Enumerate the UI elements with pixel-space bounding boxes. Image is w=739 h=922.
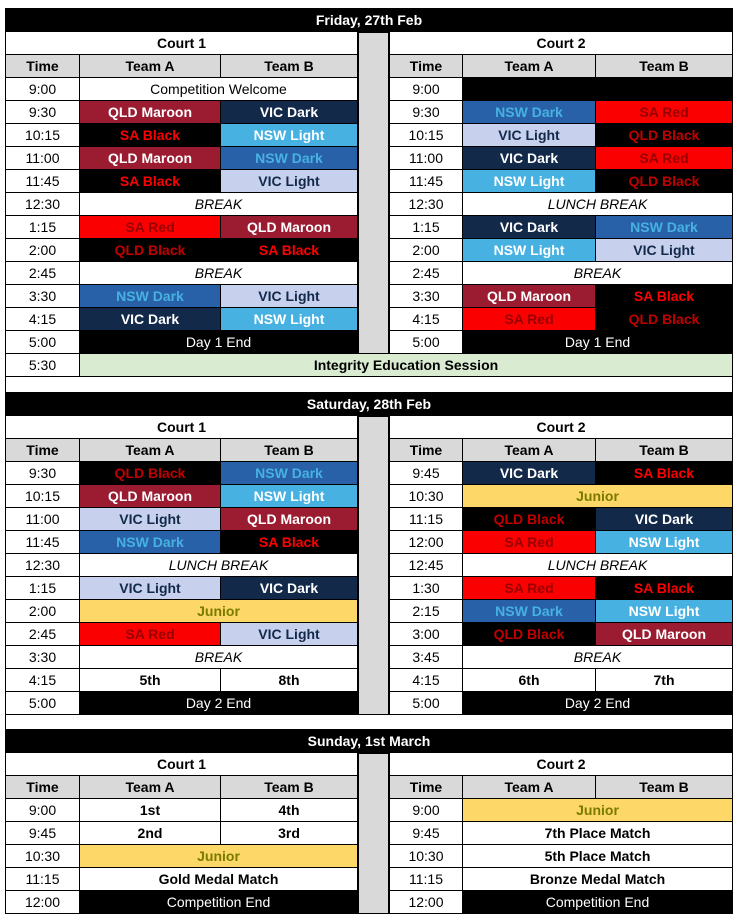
- slot-end: Day 2 End: [463, 692, 733, 715]
- section-spacer: [5, 377, 733, 392]
- section-spacer: [5, 715, 733, 729]
- time-cell: 9:00: [389, 78, 463, 101]
- time-cell: 11:15: [389, 508, 463, 531]
- team-b-sa-black: SA Black: [596, 577, 733, 600]
- court2-heading: Court 2: [389, 753, 733, 776]
- team-a-header: Team A: [463, 55, 596, 78]
- slot-end: Day 2 End: [80, 692, 358, 715]
- team-b-vic-dark: VIC Dark: [596, 508, 733, 531]
- team-a-6th: 6th: [463, 669, 596, 692]
- team-a-vic-light: VIC Light: [463, 124, 596, 147]
- team-b-3rd: 3rd: [221, 822, 358, 845]
- time-cell: 4:15: [5, 669, 80, 692]
- time-header: Time: [389, 55, 463, 78]
- time-cell: 2:45: [389, 262, 463, 285]
- team-b-nsw-light: NSW Light: [221, 308, 358, 331]
- team-a-nsw-dark: NSW Dark: [80, 531, 221, 554]
- team-b-vic-light: VIC Light: [221, 285, 358, 308]
- time-cell: 1:30: [389, 577, 463, 600]
- time-cell: 1:15: [389, 216, 463, 239]
- time-header: Time: [5, 439, 80, 462]
- time-cell: 12:45: [389, 554, 463, 577]
- time-cell: 4:15: [389, 308, 463, 331]
- team-b-sa-black: SA Black: [221, 239, 358, 262]
- slot-break: LUNCH BREAK: [463, 193, 733, 216]
- team-a-header: Team A: [80, 439, 221, 462]
- time-header: Time: [389, 776, 463, 799]
- team-b-vic-dark: VIC Dark: [221, 577, 358, 600]
- time-cell: 9:45: [389, 822, 463, 845]
- slot-break: LUNCH BREAK: [80, 554, 358, 577]
- team-b-7th: 7th: [596, 669, 733, 692]
- team-b-sa-red: SA Red: [596, 147, 733, 170]
- team-b-4th: 4th: [221, 799, 358, 822]
- team-a-nsw-dark: NSW Dark: [80, 285, 221, 308]
- team-a-qld-maroon: QLD Maroon: [463, 285, 596, 308]
- team-a-vic-light: VIC Light: [80, 508, 221, 531]
- time-cell: 11:45: [5, 531, 80, 554]
- time-cell: 10:15: [5, 485, 80, 508]
- slot-break: LUNCH BREAK: [463, 554, 733, 577]
- team-b-sa-red: SA Red: [596, 101, 733, 124]
- team-b-vic-light: VIC Light: [221, 170, 358, 193]
- time-cell: 11:00: [389, 147, 463, 170]
- time-cell: 11:00: [5, 508, 80, 531]
- team-b-sa-black: SA Black: [221, 531, 358, 554]
- team-b-header: Team B: [221, 439, 358, 462]
- team-b-header: Team B: [221, 55, 358, 78]
- slot-junior: Junior: [80, 600, 358, 623]
- time-cell: 12:30: [389, 193, 463, 216]
- time-cell: 12:00: [389, 891, 463, 914]
- team-b-nsw-dark: NSW Dark: [221, 462, 358, 485]
- team-a-nsw-dark: NSW Dark: [463, 600, 596, 623]
- time-cell: 2:15: [389, 600, 463, 623]
- team-a-sa-red: SA Red: [463, 577, 596, 600]
- slot-match: Gold Medal Match: [80, 868, 358, 891]
- time-cell: 9:45: [389, 462, 463, 485]
- time-cell: 11:15: [389, 868, 463, 891]
- time-cell: 10:30: [389, 485, 463, 508]
- time-cell: 2:00: [5, 600, 80, 623]
- team-a-5th: 5th: [80, 669, 221, 692]
- team-b-sa-black: SA Black: [596, 462, 733, 485]
- slot-break: BREAK: [80, 646, 358, 669]
- team-a-qld-maroon: QLD Maroon: [80, 101, 221, 124]
- team-b-vic-light: VIC Light: [596, 239, 733, 262]
- time-cell: 9:00: [5, 799, 80, 822]
- time-cell: 9:30: [389, 101, 463, 124]
- team-a-qld-maroon: QLD Maroon: [80, 485, 221, 508]
- slot-junior: Junior: [80, 845, 358, 868]
- team-b-vic-light: VIC Light: [221, 623, 358, 646]
- slot-junior: Junior: [463, 799, 733, 822]
- court-divider: [358, 753, 389, 914]
- team-a-vic-dark: VIC Dark: [80, 308, 221, 331]
- time-cell: 3:30: [389, 285, 463, 308]
- team-b-header: Team B: [596, 439, 733, 462]
- time-header: Time: [5, 776, 80, 799]
- slot-break: BREAK: [80, 193, 358, 216]
- time-cell: 11:45: [389, 170, 463, 193]
- team-b-nsw-dark: NSW Dark: [221, 147, 358, 170]
- time-cell: 5:00: [5, 331, 80, 354]
- team-a-sa-red: SA Red: [80, 216, 221, 239]
- time-cell: 2:00: [389, 239, 463, 262]
- time-cell: 1:15: [5, 577, 80, 600]
- time-cell: 4:15: [389, 669, 463, 692]
- time-cell: 11:00: [5, 147, 80, 170]
- court1-heading: Court 1: [5, 416, 358, 439]
- slot-end: Day 1 End: [463, 331, 733, 354]
- time-cell: 1:15: [5, 216, 80, 239]
- team-b-nsw-light: NSW Light: [596, 531, 733, 554]
- slot-match: 7th Place Match: [463, 822, 733, 845]
- team-a-header: Team A: [80, 55, 221, 78]
- time-cell: 3:45: [389, 646, 463, 669]
- slot-match: Bronze Medal Match: [463, 868, 733, 891]
- slot-break: BREAK: [80, 262, 358, 285]
- team-b-qld-black: QLD Black: [596, 170, 733, 193]
- time-cell: 12:00: [5, 891, 80, 914]
- time-cell: 11:15: [5, 868, 80, 891]
- team-b-sa-black: SA Black: [596, 285, 733, 308]
- team-b-qld-black: QLD Black: [596, 124, 733, 147]
- team-b-nsw-light: NSW Light: [221, 485, 358, 508]
- team-b-header: Team B: [221, 776, 358, 799]
- time-cell: 12:30: [5, 554, 80, 577]
- time-cell: 4:15: [5, 308, 80, 331]
- time-cell: 2:00: [5, 239, 80, 262]
- team-a-sa-red: SA Red: [463, 308, 596, 331]
- court2-heading: Court 2: [389, 416, 733, 439]
- time-cell: 10:15: [5, 124, 80, 147]
- time-cell: 9:30: [5, 462, 80, 485]
- time-cell: 5:30: [5, 354, 80, 377]
- team-a-header: Team A: [463, 776, 596, 799]
- team-a-header: Team A: [80, 776, 221, 799]
- time-cell: 5:00: [389, 331, 463, 354]
- team-a-nsw-dark: NSW Dark: [463, 101, 596, 124]
- team-b-nsw-light: NSW Light: [221, 124, 358, 147]
- time-cell: 10:30: [5, 845, 80, 868]
- team-a-sa-red: SA Red: [463, 531, 596, 554]
- time-cell: 2:45: [5, 262, 80, 285]
- day-title: Sunday, 1st March: [5, 729, 733, 753]
- time-cell: 12:00: [389, 531, 463, 554]
- time-cell: 5:00: [5, 692, 80, 715]
- slot-break: BREAK: [463, 262, 733, 285]
- court1-heading: Court 1: [5, 753, 358, 776]
- team-b-nsw-light: NSW Light: [596, 600, 733, 623]
- team-a-sa-black: SA Black: [80, 124, 221, 147]
- team-a-qld-black: QLD Black: [80, 239, 221, 262]
- team-b-header: Team B: [596, 776, 733, 799]
- slot-plain: Competition Welcome: [80, 78, 358, 101]
- court1-heading: Court 1: [5, 32, 358, 55]
- team-a-qld-black: QLD Black: [463, 623, 596, 646]
- team-a-nsw-light: NSW Light: [463, 239, 596, 262]
- time-header: Time: [389, 439, 463, 462]
- team-a-qld-black: QLD Black: [463, 508, 596, 531]
- team-a-nsw-light: NSW Light: [463, 170, 596, 193]
- team-a-vic-dark: VIC Dark: [463, 216, 596, 239]
- team-b-8th: 8th: [221, 669, 358, 692]
- team-a-1st: 1st: [80, 799, 221, 822]
- slot-break: BREAK: [463, 646, 733, 669]
- time-cell: 12:30: [5, 193, 80, 216]
- time-cell: 9:30: [5, 101, 80, 124]
- time-cell: 9:00: [389, 799, 463, 822]
- team-b-header: Team B: [596, 55, 733, 78]
- slot-end: [463, 78, 733, 101]
- time-cell: 2:45: [5, 623, 80, 646]
- time-header: Time: [5, 55, 80, 78]
- team-b-qld-black: QLD Black: [596, 308, 733, 331]
- team-a-header: Team A: [463, 439, 596, 462]
- team-a-vic-light: VIC Light: [80, 577, 221, 600]
- team-b-nsw-dark: NSW Dark: [596, 216, 733, 239]
- time-cell: 10:30: [389, 845, 463, 868]
- time-cell: 3:30: [5, 285, 80, 308]
- slot-end: Day 1 End: [80, 331, 358, 354]
- team-a-qld-maroon: QLD Maroon: [80, 147, 221, 170]
- slot-end: Competition End: [80, 891, 358, 914]
- day-title: Saturday, 28th Feb: [5, 392, 733, 416]
- team-a-qld-black: QLD Black: [80, 462, 221, 485]
- team-a-vic-dark: VIC Dark: [463, 147, 596, 170]
- team-a-vic-dark: VIC Dark: [463, 462, 596, 485]
- time-cell: 5:00: [389, 692, 463, 715]
- team-a-sa-black: SA Black: [80, 170, 221, 193]
- time-cell: 3:30: [5, 646, 80, 669]
- day-title: Friday, 27th Feb: [5, 8, 733, 32]
- court-divider: [358, 416, 389, 715]
- time-cell: 10:15: [389, 124, 463, 147]
- slot-junior: Junior: [463, 485, 733, 508]
- time-cell: 9:00: [5, 78, 80, 101]
- slot-match: 5th Place Match: [463, 845, 733, 868]
- team-b-vic-dark: VIC Dark: [221, 101, 358, 124]
- team-b-qld-maroon: QLD Maroon: [596, 623, 733, 646]
- team-b-qld-maroon: QLD Maroon: [221, 508, 358, 531]
- time-cell: 9:45: [5, 822, 80, 845]
- team-a-2nd: 2nd: [80, 822, 221, 845]
- slot-end: Competition End: [463, 891, 733, 914]
- team-a-sa-red: SA Red: [80, 623, 221, 646]
- court2-heading: Court 2: [389, 32, 733, 55]
- time-cell: 11:45: [5, 170, 80, 193]
- time-cell: 3:00: [389, 623, 463, 646]
- court-divider: [358, 32, 389, 354]
- integrity-session: Integrity Education Session: [80, 354, 733, 377]
- team-b-qld-maroon: QLD Maroon: [221, 216, 358, 239]
